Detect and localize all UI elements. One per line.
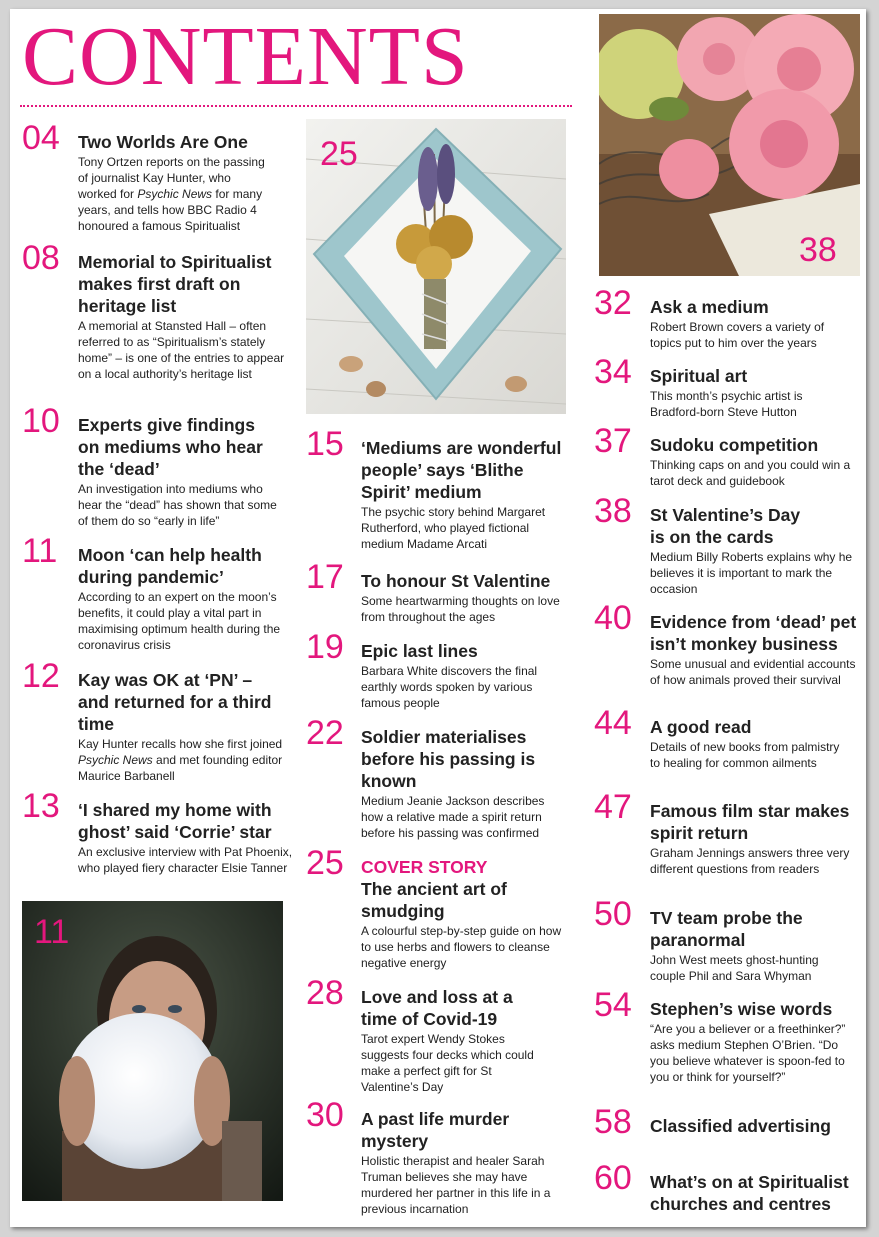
- entry-description: A memorial at Stansted Hall – often referred to as “Spiritualism’s stately home” – is one of the entries to appear on a local authority’s heritage list: [78, 319, 285, 381]
- entry-headline: A good read: [650, 717, 752, 737]
- contents-page: [10, 9, 866, 1227]
- entry-description: Holistic therapist and healer Sarah Truman believes she may have murdered her partner in this life in a previous incarnation: [361, 1154, 551, 1216]
- page-number: 60: [594, 1159, 632, 1197]
- page-number: 19: [306, 628, 344, 666]
- page-number: 32: [594, 284, 632, 322]
- entry-description: Graham Jennings answers three very different questions from readers: [650, 846, 850, 876]
- entry-headline: What’s on at Spiritualist churches and centres: [650, 1172, 849, 1214]
- entry-headline: Famous film star makes spirit return: [650, 801, 850, 843]
- entry-description: Medium Jeanie Jackson describes how a relative made a spirit return before his passing was confirmed: [361, 794, 545, 840]
- entry-description: Tarot expert Wendy Stokes suggests four decks which could make a perfect gift for St Valentine’s Day: [361, 1032, 534, 1094]
- page-number: 25: [306, 844, 344, 882]
- entry-description: An investigation into mediums who hear the “dead” has shown that some of them do so “early in life”: [78, 482, 277, 528]
- entry-headline: Evidence from ‘dead’ pet isn’t monkey business: [650, 612, 857, 654]
- page-number: 58: [594, 1103, 632, 1141]
- entry-headline: The ancient art of smudging: [361, 879, 507, 921]
- page-number: 08: [22, 239, 60, 277]
- title-divider: [20, 105, 572, 107]
- entry-description: A colourful step-by-step guide on how to use herbs and flowers to cleanse negative energy: [361, 924, 562, 970]
- page-number: 15: [306, 425, 344, 463]
- page-number: 40: [594, 599, 632, 637]
- entry-description: Tony Ortzen reports on the passing of journalist Kay Hunter, who worked for Psychic News for many years, and tells how BBC Radio 4 honoured a famous Spiritualist: [78, 155, 265, 233]
- entry-headline: Classified advertising: [650, 1116, 831, 1136]
- entry-description: The psychic story behind Margaret Rutherford, who played fictional medium Madame Arcati: [361, 505, 546, 551]
- page-number: 30: [306, 1096, 344, 1134]
- entry-headline: Experts give findings on mediums who hear the ‘dead’: [78, 415, 263, 479]
- page-number: 28: [306, 974, 344, 1012]
- entry-headline: Love and loss at a time of Covid-19: [361, 987, 513, 1029]
- entry-headline: Stephen’s wise words: [650, 999, 833, 1019]
- page-number: 54: [594, 986, 632, 1024]
- entry-headline: TV team probe the paranormal: [650, 908, 803, 950]
- entry-description: John West meets ghost-hunting couple Phil and Sara Whyman: [650, 953, 819, 983]
- entry-headline: Spiritual art: [650, 366, 748, 386]
- moon-photo: [22, 901, 283, 1201]
- entry-description: Kay Hunter recalls how she first joined Psychic News and met founding editor Maurice Barbanell: [78, 737, 283, 783]
- entry-headline: A past life murder mystery: [361, 1109, 510, 1151]
- entry-description: An exclusive interview with Pat Phoenix, who played fiery character Elsie Tanner: [78, 845, 293, 875]
- page-number: 44: [594, 704, 632, 742]
- page-number: 34: [594, 353, 632, 391]
- entry-headline: Ask a medium: [650, 297, 769, 317]
- cover-story-label: COVER STORY: [361, 857, 488, 877]
- page-number: 37: [594, 422, 632, 460]
- page-number: 12: [22, 657, 60, 695]
- entry-description: Some heartwarming thoughts on love from throughout the ages: [361, 594, 560, 624]
- entry-description: Barbara White discovers the final earthly words spoken by various famous people: [361, 664, 538, 710]
- page-number: 04: [22, 119, 60, 157]
- page-number: 22: [306, 714, 344, 752]
- roses-photo-number: 38: [799, 231, 837, 269]
- entry-headline: To honour St Valentine: [361, 571, 551, 591]
- entry-headline: Moon ‘can help health during pandemic’: [78, 545, 262, 587]
- entry-description: This month’s psychic artist is Bradford-born Steve Hutton: [650, 389, 803, 419]
- page-number: 50: [594, 895, 632, 933]
- entry-headline: Sudoku competition: [650, 435, 819, 455]
- entry-description: According to an expert on the moon’s benefits, it could play a vital part in maximising optimum health during the coronavirus crisis: [78, 590, 281, 652]
- entry-description: Some unusual and evidential accounts of how animals proved their survival: [650, 657, 856, 687]
- smudge-photo-number: 25: [320, 135, 358, 173]
- page-title: CONTENTS: [22, 10, 469, 103]
- moon-photo-number: 11: [34, 913, 70, 951]
- entry-headline: Kay was OK at ‘PN’ – and returned for a third time: [78, 670, 272, 734]
- page-number: 10: [22, 402, 60, 440]
- entry-description: Details of new books from palmistry to healing for common ailments: [650, 740, 840, 770]
- entry-headline: Memorial to Spiritualist makes first draft on heritage list: [78, 252, 272, 316]
- roses-photo: [599, 14, 860, 276]
- page-number: 17: [306, 558, 344, 596]
- entry-headline: Soldier materialises before his passing is known: [361, 727, 536, 791]
- entry-headline: Two Worlds Are One: [78, 132, 248, 152]
- entry-headline: ‘I shared my home with ghost’ said ‘Corrie’ star: [78, 800, 272, 842]
- page-number: 13: [22, 787, 60, 825]
- page-number: 47: [594, 788, 632, 826]
- entry-description: Medium Billy Roberts explains why he believes it is important to mark the occasion: [650, 550, 853, 596]
- smudge-photo: [306, 119, 566, 414]
- entry-headline: St Valentine’s Day is on the cards: [650, 505, 801, 547]
- entry-description: “Are you a believer or a freethinker?” asks medium Stephen O’Brien. “Do you believe whatever is spoon-fed to you or think for yourself?”: [650, 1022, 846, 1084]
- page-number: 11: [22, 532, 58, 570]
- entry-description: Thinking caps on and you could win a tarot deck and guidebook: [650, 458, 851, 488]
- page-number: 38: [594, 492, 632, 530]
- entry-description: Robert Brown covers a variety of topics put to him over the years: [650, 320, 825, 350]
- entry-headline: ‘Mediums are wonderful people’ says ‘Blithe Spirit’ medium: [361, 438, 562, 502]
- entry-headline: Epic last lines: [361, 641, 478, 661]
